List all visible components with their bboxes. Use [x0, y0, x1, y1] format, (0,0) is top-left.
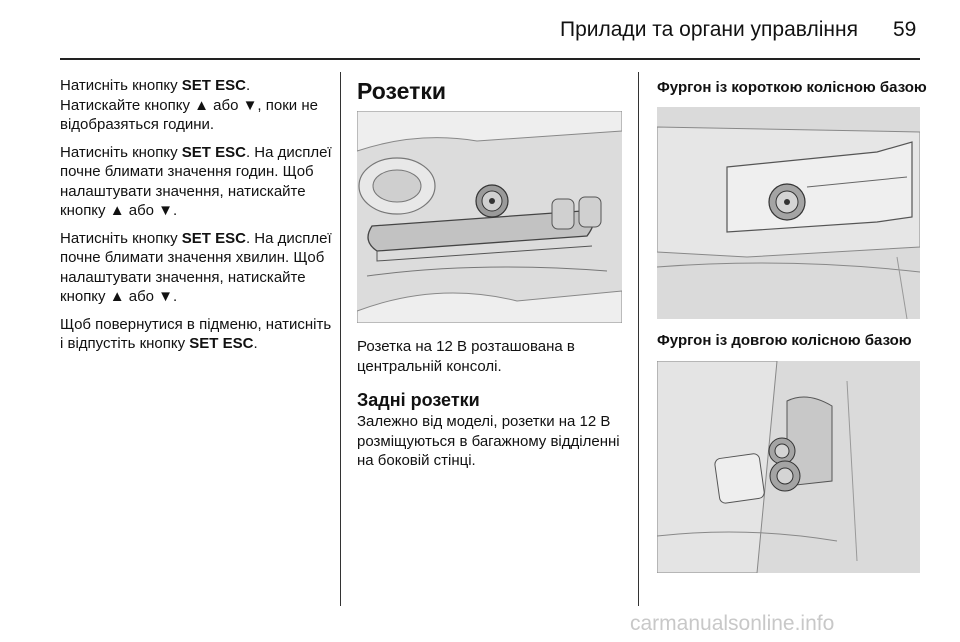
page-header-title: Прилади та органи управління	[560, 18, 858, 41]
short-wheelbase-socket-illustration	[657, 107, 920, 319]
caption-short-wheelbase: Фургон із короткою колісною базою	[657, 79, 927, 96]
paragraph-2: Натисніть кнопку SET ESC. На дисплеї почне блимати значення годин. Щоб налаштувати значення, натискайте кнопку ▲ або ▼.	[60, 143, 332, 219]
column-2-text	[357, 337, 627, 479]
section-heading-sockets: Розетки	[357, 78, 447, 104]
column-1	[60, 76, 332, 362]
console-socket-caption: Розетка на 12 В розташована в центральній консолі.	[357, 338, 575, 375]
paragraph-4: Щоб повернутися в підменю, натисніть і відпустіть кнопку SET ESC.	[60, 315, 332, 352]
long-wheelbase-socket-illustration	[657, 361, 920, 573]
column-divider-2	[638, 72, 639, 606]
header-rule	[60, 58, 920, 60]
key-set-esc: SET ESC	[181, 77, 246, 94]
key-set-esc: SET ESC	[189, 335, 254, 352]
rear-sockets-text: Залежно від моделі, розетки на 12 В розміщуються в багажному відділенні на боковій стінці.	[357, 413, 620, 469]
column-divider-1	[340, 72, 341, 606]
console-socket-illustration	[357, 111, 622, 323]
page-number: 59	[893, 18, 917, 41]
key-set-esc: SET ESC	[181, 229, 246, 247]
key-set-esc: SET ESC	[181, 143, 246, 161]
paragraph-3: Натисніть кнопку SET ESC. На дисплеї почне блимати значення хвилин. Щоб налаштувати значення, натискайте кнопку ▲ або ▼.	[60, 229, 332, 305]
subheading-rear-sockets: Задні розетки	[357, 390, 480, 410]
paragraph-1: Натисніть кнопку SET ESC. Натискайте кнопку ▲ або ▼, поки не відобразяться години.	[60, 77, 318, 133]
caption-long-wheelbase: Фургон із довгою колісною базою	[657, 332, 912, 349]
watermark: carmanualsonline.info	[630, 612, 835, 635]
